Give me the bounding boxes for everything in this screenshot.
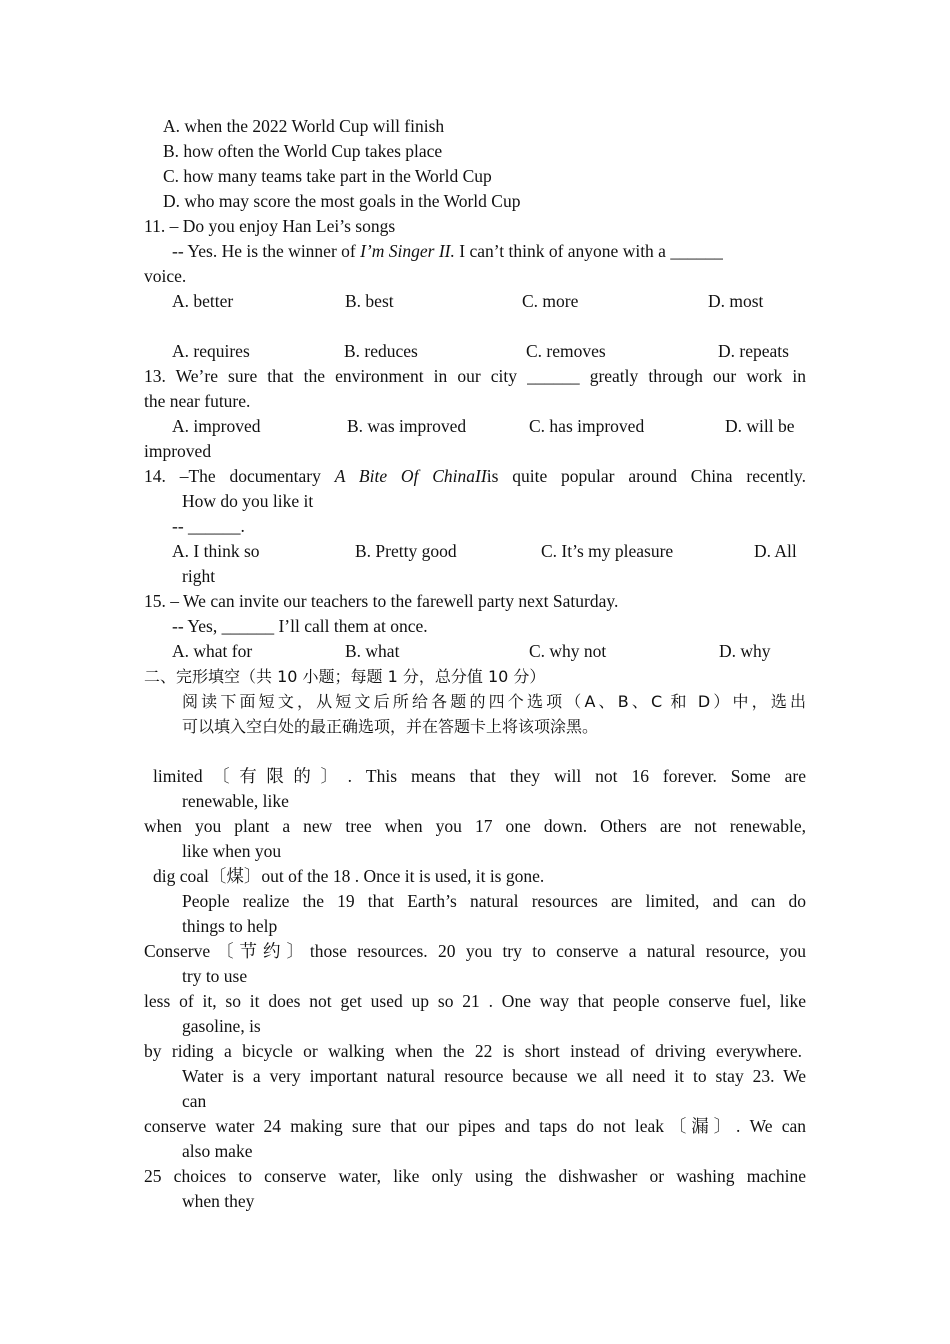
q13-option-d-cont: improved (144, 441, 212, 461)
q10-option-d: D. who may score the most goals in the World Cup (163, 191, 521, 211)
q11-answer-line (172, 239, 806, 264)
passage-line-4: like when you (182, 841, 282, 861)
q13-option-a: A. improved (172, 416, 261, 436)
q14-question (144, 464, 806, 489)
passage-line-14: can (182, 1091, 207, 1111)
q12-option-c: C. removes (526, 341, 606, 361)
q14-option-d: D. All (754, 541, 797, 561)
q14-option-d-cont: right (182, 566, 216, 586)
q12-option-d: D. repeats (718, 341, 789, 361)
q11-continuation: voice. (144, 266, 187, 286)
q13-option-c: C. has improved (529, 416, 645, 436)
q14-option-c: C. It’s my pleasure (541, 541, 674, 561)
q14-question-cont: How do you like it (182, 491, 314, 511)
q13-question: 13. We’re sure that the environment in our city ______ greatly through our work in (144, 366, 806, 386)
q15-answer-line: -- Yes, ______ I’ll call them at once. (172, 616, 428, 636)
q10-option-a: A. when the 2022 World Cup will finish (163, 116, 445, 136)
q11-answer-post: I can’t think of anyone with a ______ (454, 241, 723, 261)
passage-line-1: limited〔有限的〕. This means that they will not 16 forever. Some are (153, 766, 806, 786)
q14-documentary-title: A Bite Of ChinaII (334, 466, 487, 486)
q10-option-b: B. how often the World Cup takes place (163, 141, 443, 161)
q13-option-d: D. will be (725, 416, 795, 436)
q15-option-c: C. why not (529, 641, 607, 661)
q11-question: 11. – Do you enjoy Han Lei’s songs (144, 216, 396, 236)
section-instructions-1: 阅读下面短文，从短文后所给各题的四个选项（A、B、C 和 D）中，选出 (182, 692, 806, 711)
q15-question: 15. – We can invite our teachers to the farewell party next Saturday. (144, 591, 619, 611)
passage-line-12: by riding a bicycle or walking when the 22 is short instead of driving everywhere. (144, 1041, 802, 1061)
passage-line-5: dig coal〔煤〕out of the 18 . Once it is used, it is gone. (153, 866, 545, 886)
q10-option-c: C. how many teams take part in the World Cup (163, 166, 492, 186)
q11-option-c: C. more (522, 291, 579, 311)
passage-line-10: less of it, so it does not get used up so 21 . One way that people conserve fuel, like (144, 991, 806, 1011)
passage-line-16: also make (182, 1141, 253, 1161)
q12-option-b: B. reduces (344, 341, 418, 361)
q15-option-b: B. what (345, 641, 400, 661)
passage-line-13: Water is a very important natural resource because we all need it to stay 23. We (182, 1066, 806, 1086)
q15-option-d: D. why (719, 641, 771, 661)
passage-line-17: 25 choices to conserve water, like only using the dishwasher or washing machine (144, 1166, 806, 1186)
q12-option-a: A. requires (172, 341, 250, 361)
section-heading: 二、完形填空（共 10 小题；每题 1 分，总分值 10 分） (144, 667, 546, 686)
passage-line-3: when you plant a new tree when you 17 one down. Others are not renewable, (144, 816, 806, 836)
q15-option-a: A. what for (172, 641, 253, 661)
q13-option-b: B. was improved (347, 416, 467, 436)
q11-option-b: B. best (345, 291, 394, 311)
q14-question-pre: 14. –The documentary (144, 466, 335, 486)
q11-answer-pre: -- Yes. He is the winner of (172, 241, 361, 261)
section-instructions-2: 可以填入空白处的最正确选项，并在答题卡上将该项涂黑。 (182, 717, 599, 736)
passage-line-15: conserve water 24 making sure that our pipes and taps do not leak〔漏〕. We can (144, 1116, 806, 1136)
q11-song-title: I’m Singer II. (360, 241, 455, 261)
q11-option-a: A. better (172, 291, 234, 311)
passage-line-11: gasoline, is (182, 1016, 261, 1036)
q14-option-a: A. I think so (172, 541, 260, 561)
q14-question-post: is quite popular around China recently. (486, 466, 807, 486)
passage-line-18: when they (182, 1191, 255, 1211)
passage-line-6: People realize the 19 that Earth’s natural resources are limited, and can do (182, 891, 806, 911)
passage-line-8: Conserve〔节约〕those resources. 20 you try to conserve a natural resource, you (144, 941, 806, 961)
passage-line-7: things to help (182, 916, 278, 936)
q14-answer-blank: -- ______. (172, 516, 245, 536)
q11-option-d: D. most (708, 291, 764, 311)
q13-continuation: the near future. (144, 391, 251, 411)
passage-line-2: renewable, like (182, 791, 289, 811)
q14-option-b: B. Pretty good (355, 541, 457, 561)
passage-line-9: try to use (182, 966, 248, 986)
